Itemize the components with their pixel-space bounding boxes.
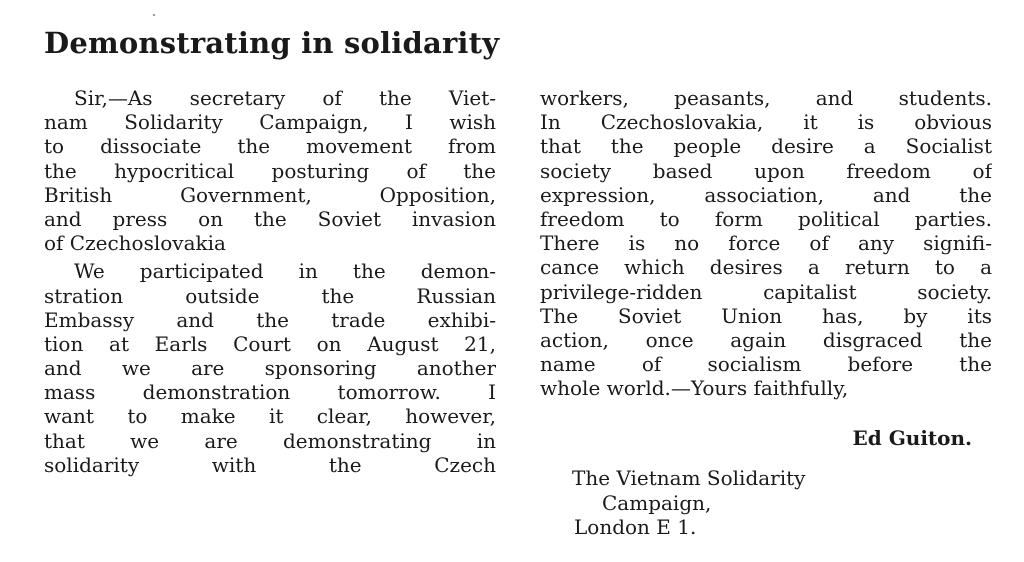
text-line: whole world.—Yours faithfully, bbox=[540, 376, 849, 401]
text-line: In Czechoslovakia, it is obvious bbox=[540, 110, 992, 135]
organization-name: The Vietnam Solidarity bbox=[572, 466, 806, 490]
organization-location: London E 1. bbox=[574, 515, 697, 539]
text-line: that the people desire a Socialist bbox=[540, 134, 992, 159]
text-line: We participated in the demon- bbox=[74, 259, 496, 284]
text-line: name of socialism before the bbox=[540, 352, 992, 377]
text-line: tion at Earls Court on August 21, bbox=[44, 331, 496, 356]
text-line: action, once again disgraced the bbox=[540, 327, 992, 352]
left-column bbox=[44, 86, 496, 477]
text-line: mass demonstration tomorrow. I bbox=[44, 380, 496, 405]
right-column bbox=[540, 86, 992, 400]
text-line: stration outside the Russian bbox=[44, 283, 496, 308]
text-line: the hypocritical posturing of the bbox=[44, 158, 496, 183]
text-line: that we are demonstrating in bbox=[44, 428, 496, 453]
text-line: of Czechoslovakia bbox=[44, 231, 226, 256]
text-line: The Soviet Union has, by its bbox=[540, 303, 992, 328]
organization-address bbox=[572, 466, 805, 540]
text-line: and press on the Soviet invasion bbox=[44, 206, 496, 231]
signature: Ed Guiton. bbox=[852, 426, 972, 450]
text-line: workers, peasants, and students. bbox=[540, 86, 992, 110]
print-speck bbox=[153, 14, 155, 16]
text-line: want to make it clear, however, bbox=[44, 404, 496, 429]
text-line: cance which desires a return to a bbox=[540, 255, 992, 280]
text-line: expression, association, and the bbox=[540, 182, 992, 207]
text-line: privilege-ridden capitalist society. bbox=[540, 279, 992, 304]
text-line: and we are sponsoring another bbox=[44, 356, 496, 381]
text-line: society based upon freedom of bbox=[540, 158, 992, 183]
text-line: nam Solidarity Campaign, I wish bbox=[44, 110, 496, 135]
text-line: Sir,—As secretary of the Viet- bbox=[74, 86, 496, 110]
text-line: to dissociate the movement from bbox=[44, 134, 496, 159]
text-line: British Government, Opposition, bbox=[44, 182, 496, 207]
text-line: freedom to form political parties. bbox=[540, 206, 992, 231]
text-line: Embassy and the trade exhibi- bbox=[44, 307, 496, 332]
text-line: There is no force of any signifi- bbox=[540, 231, 992, 256]
text-line: solidarity with the Czech bbox=[44, 452, 496, 477]
organization-name-cont: Campaign, bbox=[602, 490, 712, 515]
headline: Demonstrating in solidarity bbox=[44, 26, 500, 60]
